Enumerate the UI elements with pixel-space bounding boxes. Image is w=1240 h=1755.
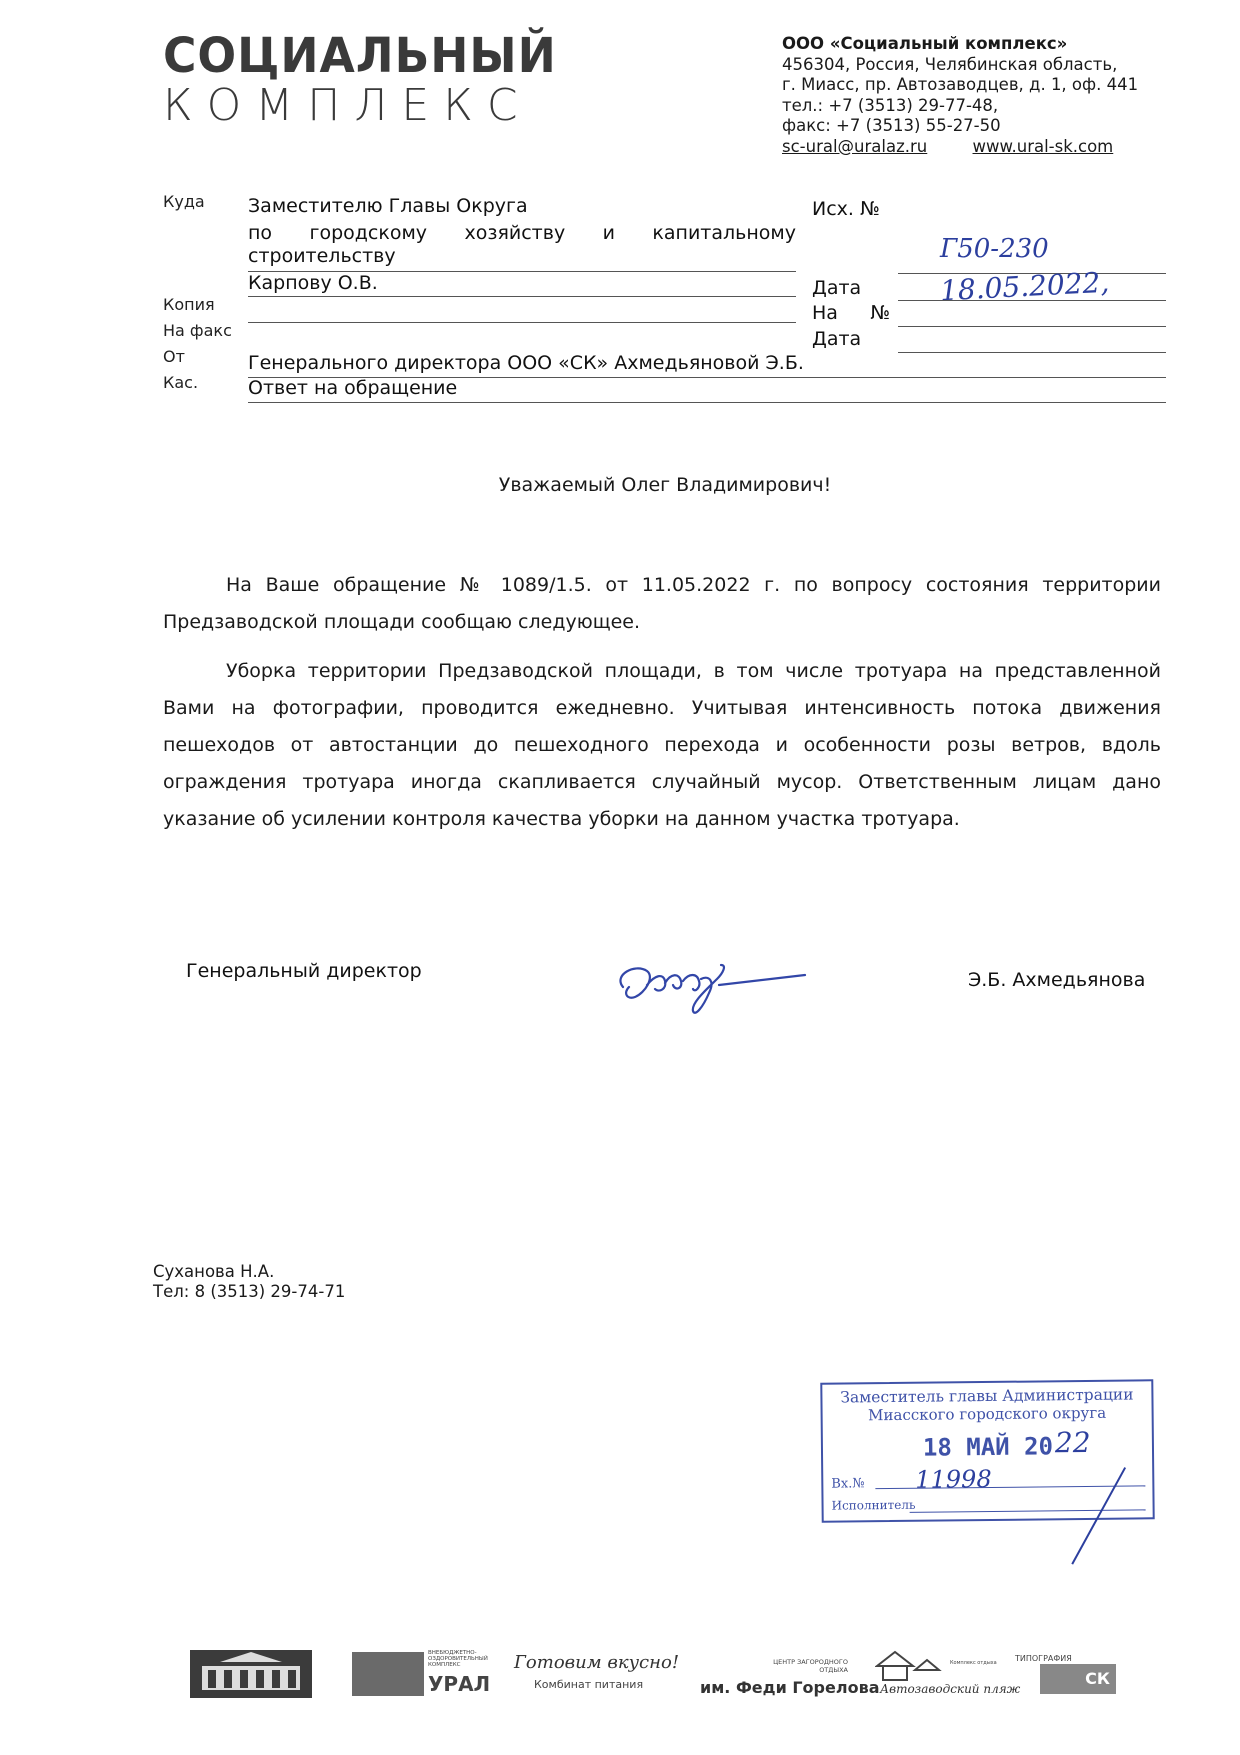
stamp-date: 18 МАЙ 20 <box>922 1432 1054 1462</box>
rule-subject <box>248 402 1166 403</box>
stamp-line2: Миасского городского округа <box>868 1403 1107 1425</box>
rule-to-date <box>898 352 1166 353</box>
paragraph-2-text: Уборка территории Предзаводской площади, в том числе тротуара на представленной Вами на фотографии, проводится ежедневно. Учитывая интенсивность потока движения пешеходов от автостанции до пешеходного перехода и особенности розы ветров, вдоль ограждения тротуара иногда скапливается случайный мусор. Ответственным лицам дано указание об усилении контроля качества уборки на данном участка тротуара. <box>163 660 1161 830</box>
footer-logo-typography: СК <box>1040 1664 1116 1694</box>
to-date-label: Дата <box>812 328 862 350</box>
footer-logo-ural-small: ВНЕБЮДЖЕТНО-ОЗДОРОВИТЕЛЬНЫЙ КОМПЛЕКС <box>428 1650 488 1668</box>
footer-logo-ural-mark <box>352 1652 424 1696</box>
stamp-in-no-label: Вх.№ <box>831 1476 865 1492</box>
stamp-executor-label: Исполнитель <box>831 1497 916 1513</box>
signature-name: Э.Б. Ахмедьянова <box>968 969 1146 991</box>
footer-logo-building <box>190 1650 312 1698</box>
footer-logo-typography-small: ТИПОГРАФИЯ <box>1015 1654 1072 1663</box>
footer-logo-beach-small: Комплекс отдыха <box>950 1660 997 1666</box>
to-line4: Карпову О.В. <box>248 272 378 294</box>
paragraph-1 <box>163 567 1161 641</box>
stamp-line1: Заместитель главы Администрации <box>840 1385 1134 1407</box>
company-address2: г. Миасс, пр. Автозаводцев, д. 1, оф. 441 <box>782 75 1139 94</box>
paragraph-1-text: На Ваше обращение № 1089/1.5. от 11.05.2022 г. по вопросу состояния территории Предзаводской площади сообщаю следующее. <box>163 574 1161 633</box>
building-icon <box>190 1650 312 1698</box>
paragraph-2 <box>163 653 1161 838</box>
fax-label: На факс <box>163 321 232 340</box>
out-no-label: Исх. № <box>812 198 880 220</box>
to-line2: по городскому хозяйству и капитальному <box>248 222 796 244</box>
stamp-year-handwritten: 22 <box>1054 1425 1091 1460</box>
company-block <box>782 34 1138 157</box>
to-no-label: На № <box>812 302 890 324</box>
to-line3: строительству <box>248 245 396 267</box>
contact-name: Суханова Н.А. <box>153 1262 275 1281</box>
contact-phone: Тел: 8 (3513) 29-74-71 <box>153 1282 346 1301</box>
company-website-link[interactable]: www.ural-sk.com <box>972 136 1114 156</box>
subject-value: Ответ на обращение <box>248 377 458 399</box>
company-name: ООО «Социальный комплекс» <box>782 34 1068 53</box>
contact-block <box>153 1262 345 1302</box>
to-line1: Заместителю Главы Округа <box>248 195 528 217</box>
date-handwritten: 18.05.2022, <box>939 265 1110 308</box>
company-email-link[interactable]: sc-ural@uralaz.ru <box>782 136 928 156</box>
out-no-handwritten: Г50-230 <box>940 234 1049 264</box>
signature-position: Генеральный директор <box>186 960 422 982</box>
footer-logo-gotovim-small: Комбинат питания <box>534 1678 644 1691</box>
from-label: От <box>163 347 185 366</box>
to-label: Куда <box>163 192 205 211</box>
subject-label: Кас. <box>163 373 199 392</box>
company-address1: 456304, Россия, Челябинская область, <box>782 54 1118 74</box>
rule-to2 <box>248 296 796 297</box>
incoming-stamp <box>820 1379 1154 1522</box>
rule-date <box>898 300 1166 301</box>
footer-logo-beach: Автозаводский пляж <box>880 1682 1021 1696</box>
stamp-check-stroke <box>1053 1459 1134 1570</box>
date-label: Дата <box>812 277 862 299</box>
company-phone: тел.: +7 (3513) 29-77-48, <box>782 95 999 115</box>
from-value: Генерального директора ООО «СК» Ахмедьяновой Э.Б. <box>248 352 804 374</box>
copy-label: Копия <box>163 295 215 314</box>
logo-line1: СОЦИАЛЬНЫЙ <box>163 28 557 84</box>
footer-logo-gorelov: им. Феди Горелова <box>700 1678 880 1697</box>
greeting: Уважаемый Олег Владимирович! <box>498 474 832 496</box>
house-icon <box>875 1648 945 1682</box>
company-fax: факс: +7 (3513) 55-27-50 <box>782 116 1001 135</box>
handwritten-signature <box>605 945 810 1025</box>
footer-logo-ural: УРАЛ <box>428 1672 491 1696</box>
rule-copy <box>248 322 796 323</box>
rule-to-no <box>898 326 1166 327</box>
stamp-in-no-handwritten: 11998 <box>915 1464 992 1494</box>
logo-line2: КОМПЛЕКС <box>163 80 532 131</box>
footer-logo-center-small: ЦЕНТР ЗАГОРОДНОГО ОТДЫХА <box>773 1658 848 1674</box>
footer-logo-gotovim: Готовим вкусно! <box>514 1652 680 1673</box>
